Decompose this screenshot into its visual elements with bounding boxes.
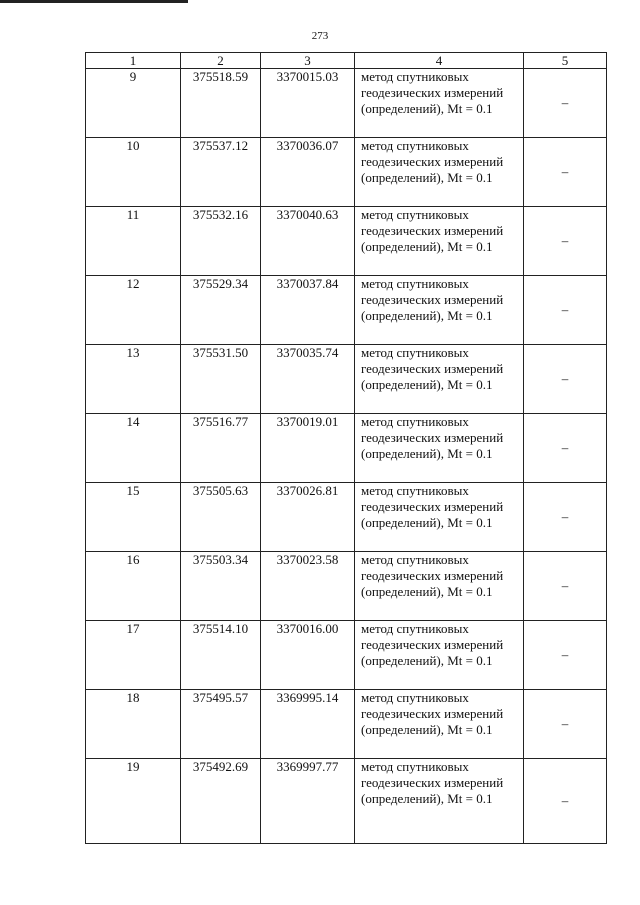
method-description: метод спутниковых геодезических измерений (определений), Mt = 0.1 <box>355 69 524 138</box>
point-number: 16 <box>86 552 181 621</box>
coordinate-y: 3370015.03 <box>261 69 355 138</box>
note-cell: – <box>524 690 607 759</box>
note-cell: – <box>524 207 607 276</box>
method-description: метод спутниковых геодезических измерений (определений), Mt = 0.1 <box>355 414 524 483</box>
note-cell: – <box>524 621 607 690</box>
coordinate-y: 3370019.01 <box>261 414 355 483</box>
method-description: метод спутниковых геодезических измерений (определений), Mt = 0.1 <box>355 276 524 345</box>
point-number: 14 <box>86 414 181 483</box>
point-number: 17 <box>86 621 181 690</box>
column-header: 5 <box>524 53 607 69</box>
column-header: 4 <box>355 53 524 69</box>
coordinate-y: 3369997.77 <box>261 759 355 844</box>
note-cell: – <box>524 483 607 552</box>
top-left-rule <box>0 0 188 3</box>
table-row <box>86 621 607 690</box>
column-header: 2 <box>181 53 261 69</box>
coordinate-y: 3370035.74 <box>261 345 355 414</box>
coordinate-y: 3369995.14 <box>261 690 355 759</box>
method-description: метод спутниковых геодезических измерений (определений), Mt = 0.1 <box>355 207 524 276</box>
coordinate-y: 3370036.07 <box>261 138 355 207</box>
note-cell: – <box>524 759 607 844</box>
coordinate-x: 375531.50 <box>181 345 261 414</box>
method-description: метод спутниковых геодезических измерений (определений), Mt = 0.1 <box>355 690 524 759</box>
note-cell: – <box>524 552 607 621</box>
coordinate-x: 375516.77 <box>181 414 261 483</box>
page-number: 273 <box>311 30 329 42</box>
table-row <box>86 414 607 483</box>
column-header: 3 <box>261 53 355 69</box>
note-cell: – <box>524 276 607 345</box>
point-number: 15 <box>86 483 181 552</box>
table-row <box>86 483 607 552</box>
table-row <box>86 759 607 844</box>
table-row <box>86 345 607 414</box>
point-number: 9 <box>86 69 181 138</box>
coordinate-x: 375514.10 <box>181 621 261 690</box>
coordinate-x: 375537.12 <box>181 138 261 207</box>
column-header: 1 <box>86 53 181 69</box>
point-number: 10 <box>86 138 181 207</box>
method-description: метод спутниковых геодезических измерений (определений), Mt = 0.1 <box>355 483 524 552</box>
table-row <box>86 138 607 207</box>
table-row <box>86 69 607 138</box>
method-description: метод спутниковых геодезических измерений (определений), Mt = 0.1 <box>355 621 524 690</box>
table-row <box>86 207 607 276</box>
point-number: 12 <box>86 276 181 345</box>
coordinate-y: 3370026.81 <box>261 483 355 552</box>
coordinate-x: 375505.63 <box>181 483 261 552</box>
point-number: 19 <box>86 759 181 844</box>
method-description: метод спутниковых геодезических измерений (определений), Mt = 0.1 <box>355 759 524 844</box>
coordinate-x: 375503.34 <box>181 552 261 621</box>
coordinate-y: 3370023.58 <box>261 552 355 621</box>
point-number: 13 <box>86 345 181 414</box>
note-cell: – <box>524 138 607 207</box>
coordinate-y: 3370037.84 <box>261 276 355 345</box>
note-cell: – <box>524 69 607 138</box>
note-cell: – <box>524 345 607 414</box>
table-row <box>86 276 607 345</box>
coordinate-x: 375495.57 <box>181 690 261 759</box>
table-row <box>86 690 607 759</box>
coordinates-table <box>85 52 607 844</box>
coordinate-y: 3370040.63 <box>261 207 355 276</box>
method-description: метод спутниковых геодезических измерений (определений), Mt = 0.1 <box>355 345 524 414</box>
point-number: 11 <box>86 207 181 276</box>
coordinate-x: 375518.59 <box>181 69 261 138</box>
coordinate-x: 375532.16 <box>181 207 261 276</box>
method-description: метод спутниковых геодезических измерений (определений), Mt = 0.1 <box>355 138 524 207</box>
table-row <box>86 552 607 621</box>
point-number: 18 <box>86 690 181 759</box>
note-cell: – <box>524 414 607 483</box>
coordinate-x: 375492.69 <box>181 759 261 844</box>
table-header-row <box>86 53 607 69</box>
coordinate-y: 3370016.00 <box>261 621 355 690</box>
coordinate-x: 375529.34 <box>181 276 261 345</box>
method-description: метод спутниковых геодезических измерений (определений), Mt = 0.1 <box>355 552 524 621</box>
